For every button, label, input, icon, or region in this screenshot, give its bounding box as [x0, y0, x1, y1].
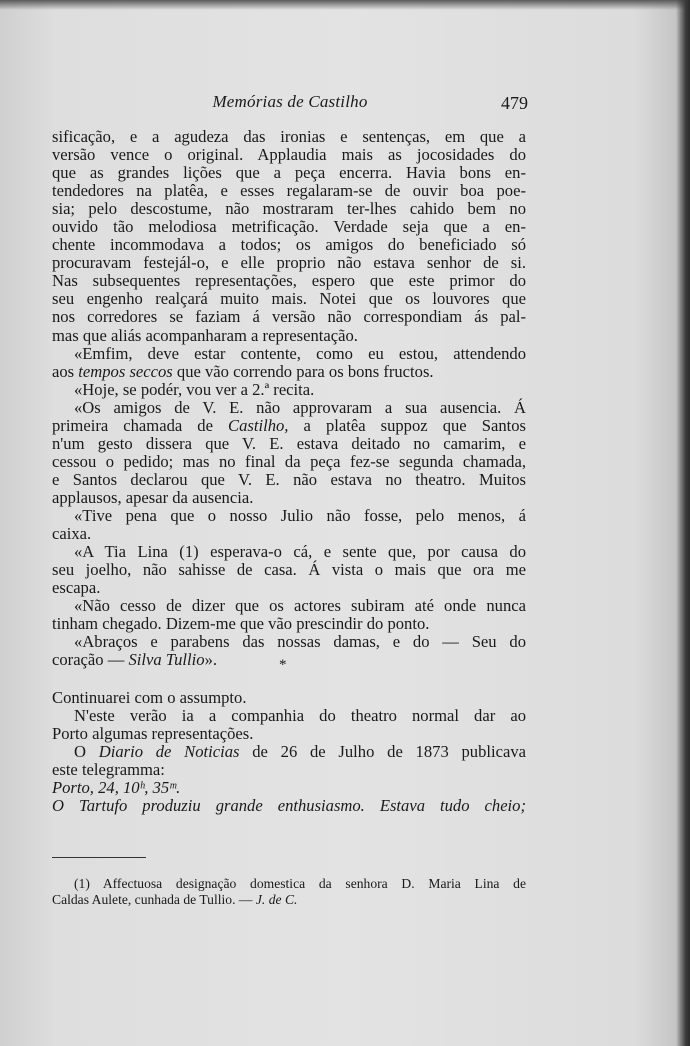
- text-line: ouvido tão melodiosa metrificação. Verdade seja que a en-: [52, 217, 526, 237]
- text-line: seu engenho realçará muito mais. Notei que os louvores que: [52, 289, 526, 309]
- text-line: coração — Silva Tullio».: [52, 650, 218, 670]
- text-line: «Tive pena que o nosso Julio não fosse, pelo menos, á: [74, 505, 526, 525]
- italic-phrase: Silva Tullio: [128, 650, 205, 670]
- footnote-line: Caldas Aulete, cunhada de Tullio. — J. de C.: [52, 892, 298, 907]
- text-line: chente incommodava a todos; os amigos do beneficiado só: [52, 235, 526, 255]
- text-line: Nas subsequentes representações, espero que este primor do: [52, 271, 526, 291]
- italic-phrase: Diario de Noticias: [98, 742, 240, 762]
- text-line: «Não cesso de dizer que os actores subiram até onde nunca: [74, 596, 526, 616]
- text-line: que as grandes lições que a peça encerra. Havia bons en-: [52, 163, 526, 183]
- footnote: [52, 876, 526, 908]
- text-line: seu joelho, não sahisse de casa. Á vista o mais que ora me: [52, 560, 526, 580]
- text-line: O Tartufo produziu grande enthusiasmo. Estava tudo cheio;: [52, 796, 526, 816]
- text-line: mas que aliás acompanharam a representação.: [52, 325, 358, 345]
- text-line: cessou o pedido; mas no final da peça fez-se segunda chamada,: [52, 451, 526, 471]
- text-line: versão vence o original. Applaudia mais as jocosidades do: [52, 145, 526, 165]
- text-line: sificação, e a agudeza das ironias e sentenças, em que a: [52, 127, 526, 146]
- scan-right-edge: [676, 0, 690, 1046]
- text-line: primeira chamada de Castilho, a platêa suppoz que Santos: [52, 415, 526, 435]
- body-text-continued: [52, 689, 526, 815]
- text-line: «Abraços e parabens das nossas damas, e do — Seu do: [74, 632, 526, 652]
- text-line: Porto, 24, 10ʰ, 35ᵐ.: [52, 778, 181, 798]
- footnote-signature: J. de C.: [255, 892, 298, 907]
- text-line: Porto algumas representações.: [52, 724, 254, 744]
- text-line: «Emfim, deve estar contente, como eu estou, attendendo: [74, 343, 526, 363]
- text-line: caixa.: [52, 524, 92, 544]
- text-line: tinham chegado. Dizem-me que vão prescindir do ponto.: [52, 614, 430, 634]
- body-text: [52, 128, 526, 669]
- body-block-1: [52, 128, 526, 669]
- text-line: sia; pelo descostume, não mostraram ter-lhes cahido bem no: [52, 199, 526, 219]
- text-line: escapa.: [52, 578, 101, 598]
- text-line: procuravam festejál-o, e elle proprio não estava senhor de si.: [52, 253, 526, 273]
- scan-top-shadow: [0, 0, 690, 10]
- text-line: N'este verão ia a companhia do theatro normal dar ao: [74, 706, 526, 726]
- text-line: n'um gesto dissera que V. E. estava deitado no camarim, e: [52, 433, 526, 453]
- page-number: 479: [501, 93, 528, 113]
- text-line: applausos, apesar da ausencia.: [52, 487, 254, 507]
- text-line: tendedores na platêa, e esses regalaram-se de ouvir boa poe-: [52, 181, 526, 201]
- section-separator: *: [279, 657, 287, 673]
- text-line: O Diario de Noticias de 26 de Julho de 1873 publicava: [74, 742, 527, 762]
- running-title: Memórias de Castilho: [212, 92, 368, 111]
- text-line: aos tempos seccos que vão correndo para os bons fructos.: [52, 361, 434, 381]
- italic-phrase: Castilho,: [228, 415, 289, 435]
- italic-phrase: tempos seccos: [78, 361, 173, 381]
- text-line: nos corredores se faziam á versão não correspondiam ás pal-: [52, 307, 526, 327]
- text-line: Continuarei com o assumpto.: [52, 688, 247, 707]
- page-header: [52, 92, 528, 118]
- text-line: este telegramma:: [52, 760, 165, 780]
- text-line: «A Tia Lina (1) esperava-o cá, e sente que, por causa do: [74, 542, 526, 562]
- footnote-rule: [52, 857, 146, 858]
- text-line: «Os amigos de V. E. não approvaram a sua ausencia. Á: [74, 397, 526, 417]
- text-line: e Santos declarou que V. E. não estava no theatro. Muitos: [52, 469, 526, 489]
- text-line: «Hoje, se podér, vou ver a 2.ª recita.: [74, 379, 315, 399]
- footnote-line: (1) Affectuosa designação domestica da senhora D. Maria Lina de: [74, 876, 526, 891]
- body-block-2: [52, 689, 526, 815]
